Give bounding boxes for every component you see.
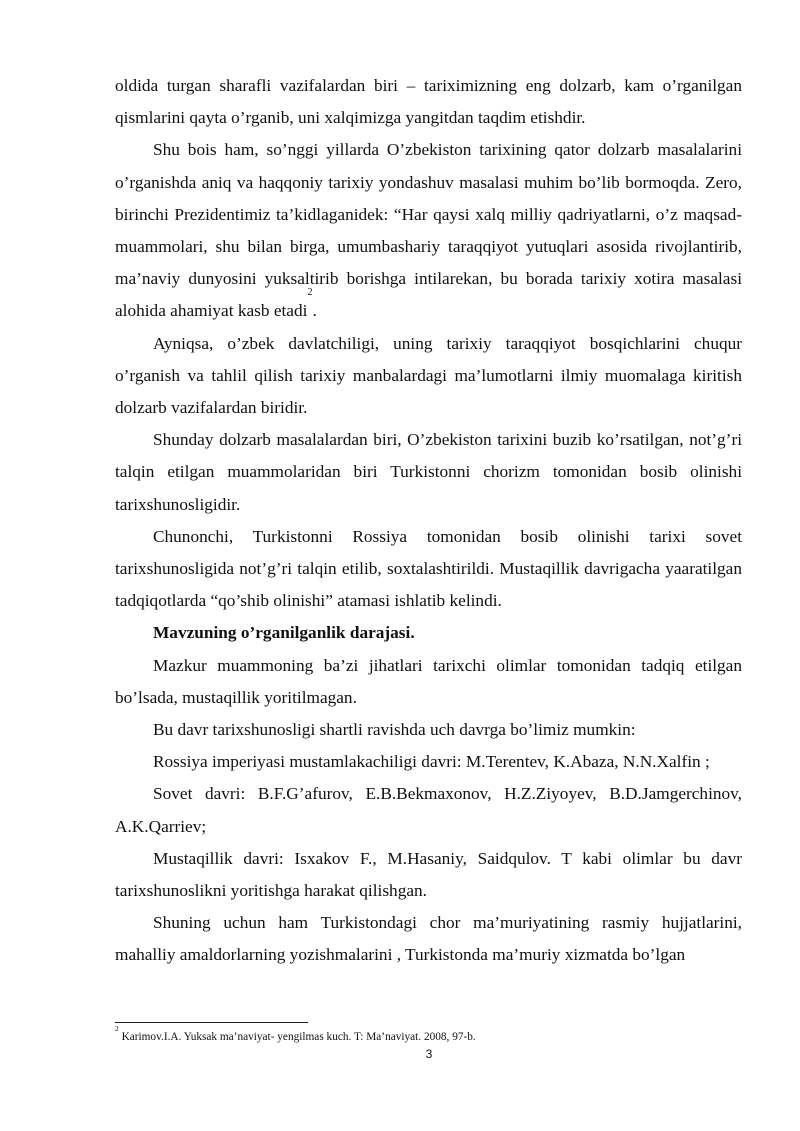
paragraph-approach-end: . — [312, 301, 317, 321]
footnote-marker: 2 — [115, 1024, 119, 1033]
paragraph-period-soviet: Sovet davri: B.F.G’afurov, E.B.Bekmaxonov, H.Z.Ziyoyev, B.D.Jamgerchinov, A.K.Qarriev; — [115, 784, 742, 836]
paragraph-intro: oldida turgan sharafli vazifalardan biri – tariximizning eng dolzarb, kam o’rganilgan qismlarini qayta o’rganib, uni xalqimizga yangitdan taqdim etishdir. — [115, 76, 742, 128]
paragraph-sources: Shuning uchun ham Turkistondagi chor ma’muriyatining rasmiy hujjatlarini, mahalliy amaldorlarning yozishmalarini , Turkistonda ma’muriy xizmatda bo’lgan — [115, 913, 742, 965]
paragraph-issues: Shunday dolzarb masalalardan biri, O’zbekiston tarixini buzib ko’rsatilgan, not’g’ri talqin etilgan muammolaridan biri Turkistonni chorizm tomonidan bosib olinishi tarixshunosligidir. — [115, 430, 742, 514]
footnote — [115, 1024, 742, 1045]
paragraph-soviet-view: Chunonchi, Turkistonni Rossiya tomonidan bosib olinishi tarixi sovet tarixshunosligida not’g’ri talqin etilib, soxtalashtirildi. Mustaqillik davrigacha yaaratilgan tadqiqotlarda “qo’shib olinishi” atamasi ishlatib kelindi. — [115, 526, 742, 611]
paragraph-period-independence: Mustaqillik davri: Isxakov F., M.Hasaniy, Saidqulov. T kabi olimlar bu davr tarixshunoslikni yoritishga harakat qilishgan. — [115, 848, 742, 901]
paragraph-period-empire: Rossiya imperiyasi mustamlakachiligi davri: M.Terentev, K.Abaza, N.N.Xalfin ; — [153, 752, 710, 772]
paragraph-approach — [115, 134, 742, 327]
footnote-separator — [115, 1022, 308, 1023]
body-text — [115, 70, 742, 972]
paragraph-statehood: Ayniqsa, o’zbek davlatchiligi, uning tarixiy taraqqiyot bosqichlarini chuqur o’rganish va tahlil qilish tarixiy manbalardagi ma’lumotlarni ilmiy muomalaga kiritish dolzarb vazifalardan biridir. — [115, 333, 742, 418]
paragraph-periods: Bu davr tarixshunosligi shartli ravishda uch davrga bo’limiz mumkin: — [153, 720, 636, 740]
footnote-reference[interactable]: 2 — [307, 287, 313, 299]
section-heading: Mavzuning o’rganilganlik darajasi. — [153, 623, 415, 643]
paragraph-study-level: Mazkur muammoning ba’zi jihatlari tarixchi olimlar tomonidan tadqiq etilgan bo’lsada, mustaqillik yoritilmagan. — [115, 655, 742, 707]
paragraph-approach-text: Shu bois ham, so’nggi yillarda O’zbekiston tarixining qator dolzarb masalalarini o’rganishda aniq va haqqoniy tarixiy yondashuv masalasi muhim bo’lib bormoqda. Zero, birinchi Prezidentimiz ta’kidlaganidek: “Har qaysi xalq milliy qadriyatlarni, o’z maqsad-muammolari, shu bilan birga, umumbashariy taraqqiyot yutuqlari asosida rivojlantirib, ma’naviy dunyosini yuksaltirib borishga intilarekan, bu borada tarixiy xotira masalasi alohida ahamiyat kasb etadi — [115, 140, 742, 321]
footnote-text: Karimov.I.A. Yuksak ma’naviyat- yengilmas kuch. T: Ma’naviyat. 2008, 97-b. — [118, 1031, 476, 1043]
page-number: 3 — [425, 1047, 433, 1061]
